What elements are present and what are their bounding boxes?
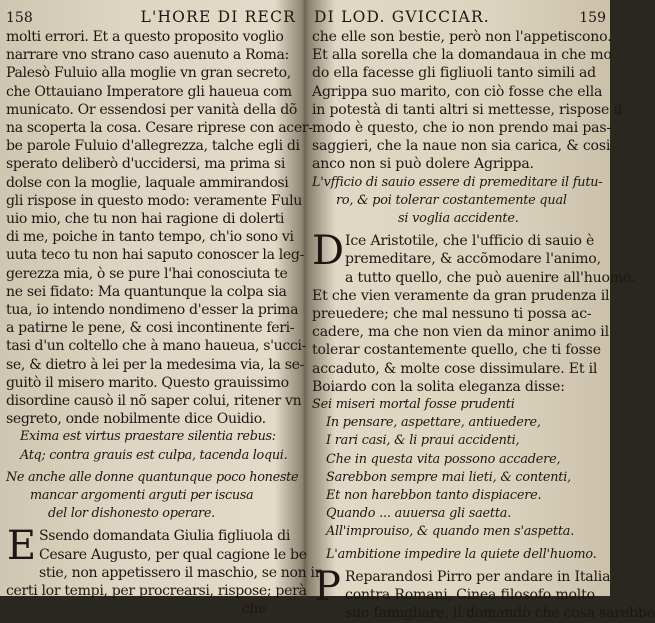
running-head-right bbox=[312, 8, 606, 28]
text-line: molti errori. Et a questo proposito voglio bbox=[6, 29, 284, 45]
text-line: sperato deliberò d'uccidersi, ma prima si bbox=[6, 156, 286, 173]
heading-line: del lor dishonesto operare. bbox=[48, 506, 215, 522]
text-line: guitò il misero marito. Questo grauissimo bbox=[6, 374, 289, 391]
verse-line: Che in questa vita possono accadere, bbox=[326, 451, 561, 467]
heading-line: si voglia accidente. bbox=[398, 211, 519, 227]
text-line: tolerar costantemente quello, che ti fosse bbox=[312, 342, 601, 359]
running-head-left bbox=[6, 8, 296, 28]
text-line: Reparandosi Pirro per andare in Italia bbox=[345, 568, 611, 585]
verse-quote bbox=[312, 396, 606, 542]
heading-line: Ne anche alle donne quantunque poco honeste bbox=[6, 469, 299, 485]
text-line: a tutto quello, che può auenire all'huomo. bbox=[345, 269, 636, 286]
heading-line: ro, & poi tolerar costantemente qual bbox=[336, 192, 567, 208]
text-line: se, & dietro à lei per la medesima via, la se- bbox=[6, 356, 304, 373]
right-body-text bbox=[312, 28, 623, 174]
text-line: Ice Aristotile, che l'ufficio di sauio è bbox=[345, 233, 595, 250]
verse-line: I rari casi, & li praui accidenti, bbox=[326, 433, 520, 449]
quote-line: Atq; contra grauis est culpa, tacenda loqui. bbox=[20, 447, 288, 463]
text-line: gerezza mia, ò se pure l'hai conosciuta te bbox=[6, 265, 288, 282]
text-line: modo è questo, che io non prendo mai pas- bbox=[312, 120, 611, 137]
text-line: Palesò Fuluio alla moglie vn gran secreto, bbox=[6, 65, 291, 82]
text-line: certi lor tempi, per procrearsi, rispose; perà bbox=[6, 583, 307, 600]
text-line: Agrippa suo marito, con ciò fosse che ella bbox=[312, 83, 603, 100]
drop-cap: D bbox=[312, 228, 345, 275]
text-line: segreto, onde nobilmente dice Ouidio. bbox=[6, 411, 266, 428]
text-line: uio mio, che tu non hai ragione di dolerti bbox=[6, 211, 285, 228]
text-line: che Ottauiano Imperatore gli haueua com bbox=[6, 83, 292, 100]
text-line: gli rispose in questo modo: veramente Fulu bbox=[6, 192, 302, 209]
text-line: suo famigliare, li domandò che cosa sarebbe bbox=[345, 605, 655, 622]
paragraph-with-dropcap bbox=[312, 563, 655, 623]
text-line: municato. Or essendosi per vanità della dõ bbox=[6, 101, 298, 118]
text-line: saggieri, che la naue non sia carica, & cosi bbox=[312, 138, 611, 155]
text-line: be parole Fuluio d'allegrezza, talche egli di bbox=[6, 138, 300, 155]
running-head-right-title: DI LOD. GVICCIAR. bbox=[314, 8, 490, 26]
heading-line: L'vfficio di sauio essere di premeditare il futu- bbox=[312, 174, 603, 190]
heading-line: mancar argomenti arguti per iscusa bbox=[30, 488, 254, 504]
verse-line: Et non harebbon tanto dispiacere. bbox=[326, 488, 542, 504]
drop-cap: P bbox=[314, 563, 341, 610]
text-line: Boiardo con la solita eleganza disse: bbox=[312, 378, 565, 395]
quote-line: Exima est virtus praestare silentia rebus: bbox=[20, 429, 276, 445]
text-line: dolse con la moglie, laquale ammirandosi bbox=[6, 174, 289, 191]
text-line: accaduto, & molte cose dissimulare. Et il bbox=[312, 360, 598, 377]
text-line: ne sei fidato: Ma quantunque la colpa sia bbox=[6, 283, 287, 300]
page-number-left: 158 bbox=[6, 10, 33, 26]
text-line: narrare vno strano caso auenuto a Roma: bbox=[6, 47, 289, 64]
verse-line: In pensare, aspettare, antiuedere, bbox=[326, 415, 541, 431]
text-line: di me, poiche in tanto tempo, ch'io sono vi bbox=[6, 229, 294, 246]
text-line: anco non si può dolere Agrippa. bbox=[312, 156, 534, 173]
text-line: che elle son bestie, però non l'appetiscono. bbox=[312, 29, 612, 45]
text-line: do ella facesse gli figliuoli tanto simili ad bbox=[312, 65, 597, 82]
text-line: uuta teco tu non hai saputo conoscer la leg- bbox=[6, 247, 304, 264]
drop-cap: E bbox=[6, 523, 37, 570]
section-heading-right-1 bbox=[312, 174, 606, 229]
text-line: Ssendo domandata Giulia figliuola di bbox=[39, 528, 290, 545]
paragraph-with-dropcap bbox=[6, 523, 324, 618]
verse-line: Quando ... auuersa gli saetta. bbox=[326, 506, 512, 522]
text-line: Et che vien veramente da gran prudenza il bbox=[312, 287, 610, 304]
verse-line: Sarebbon sempre mai lieti, & contenti, bbox=[326, 469, 571, 485]
page-number-right: 159 bbox=[579, 10, 606, 26]
catchword: che bbox=[241, 601, 266, 618]
text-line: in potestà di tanti altri si mettesse, rispose il bbox=[312, 101, 623, 118]
section-heading-right-2: L'ambitione impedire la quiete dell'huomo. bbox=[326, 546, 597, 562]
verse-line: All'improuiso, & quando men s'aspetta. bbox=[326, 524, 575, 540]
left-body-text bbox=[6, 28, 313, 428]
text-line: Cesare Augusto, per qual cagione le be bbox=[39, 546, 307, 563]
text-line: contra Romani, Cinea filosofo molto bbox=[345, 587, 595, 604]
text-line: tua, io intendo nondimeno d'esser la prima bbox=[6, 302, 299, 319]
right-page bbox=[312, 8, 655, 622]
latin-quote bbox=[6, 428, 296, 464]
text-line: preuedere; che mal nessuno ti possa ac- bbox=[312, 306, 592, 323]
left-page bbox=[6, 8, 324, 618]
verse-line: Sei miseri mortal fosse prudenti bbox=[312, 397, 515, 413]
text-line: premeditare, & accõmodare l'animo, bbox=[345, 251, 601, 268]
paragraph-with-dropcap bbox=[312, 228, 636, 396]
text-line: a patirne le pene, & cosi incontinente feri- bbox=[6, 320, 295, 337]
running-head-left-title: L'HORE DI RECR bbox=[140, 8, 296, 26]
section-heading-left bbox=[6, 469, 299, 524]
text-line: disordine causò il nõ saper colui, ritener vn bbox=[6, 393, 302, 410]
text-line: stie, non appetissero il maschio, se non in bbox=[39, 564, 324, 581]
text-line: tasi d'un coltello che à mano haueua, s'ucci- bbox=[6, 338, 306, 355]
text-line: Et alla sorella che la domandaua in che mo bbox=[312, 47, 612, 64]
text-line: na scoperta la cosa. Cesare riprese con acer- bbox=[6, 120, 313, 137]
text-line: cadere, ma che non vien da minor animo il bbox=[312, 324, 609, 341]
